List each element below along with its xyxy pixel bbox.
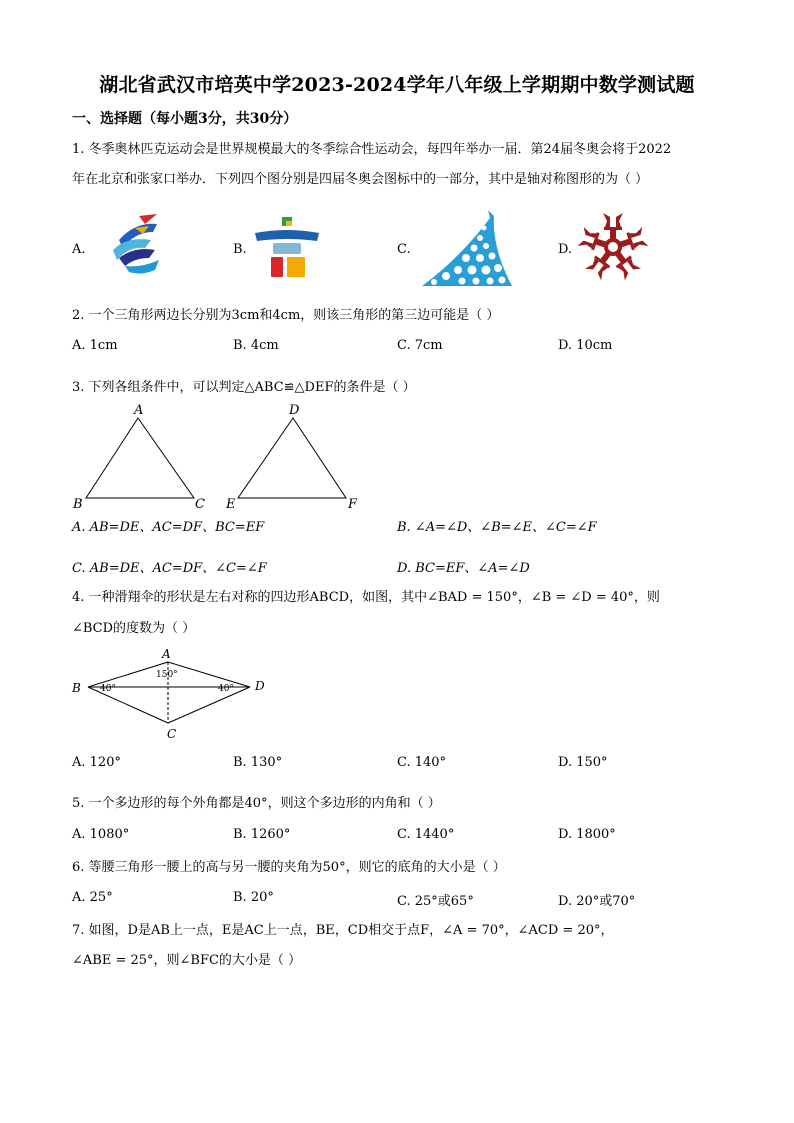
q6-stem: 6. 等腰三角形一腰上的高与另一腰的夹角为50°，则它的底角的大小是（ ） <box>72 860 506 875</box>
q5-option-d[interactable]: D. 1800° <box>558 827 616 842</box>
q5-option-c[interactable]: C. 1440° <box>397 827 455 842</box>
olympic-logo-a-image <box>105 210 165 278</box>
q3-triangles-figure <box>68 400 368 515</box>
q3-stem: 3. 下列各组条件中，可以判定△ABC≌△DEF的条件是（ ） <box>72 380 416 395</box>
q7-stem-line1: 7. 如图，D是AB上一点，E是AC上一点，BE，CD相交于点F，∠A = 70°，∠ACD = 20°， <box>72 923 614 938</box>
olympic-logo-b-image <box>253 215 321 279</box>
q1-option-d[interactable]: D. <box>558 242 573 257</box>
q2-option-b[interactable]: B. 4cm <box>233 338 279 353</box>
q5-stem: 5. 一个多边形的每个外角都是40°，则这个多边形的内角和（ ） <box>72 796 441 811</box>
olympic-logo-d-image <box>577 212 649 282</box>
triangle-def <box>238 418 346 498</box>
q3-option-b[interactable]: B. ∠A=∠D、∠B=∠E、∠C=∠F <box>397 520 597 535</box>
q3-option-c[interactable]: C. AB=DE、AC=DF、∠C=∠F <box>72 561 267 576</box>
kite-label-b: B <box>72 681 81 695</box>
q2-option-d[interactable]: D. 10cm <box>558 338 613 353</box>
q2-option-a[interactable]: A. 1cm <box>72 338 118 353</box>
q1-stem-line2: 年在北京和张家口举办．下列四个图分别是四届冬奥会图标中的一部分，其中是轴对称图形的为（ ） <box>72 172 649 187</box>
kite-angle-a: 150° <box>156 670 178 680</box>
q1-stem-line1: 1. 冬季奥林匹克运动会是世界规模最大的冬季综合性运动会，每四年举办一届．第24届冬奥会将于2022 <box>72 142 672 157</box>
q1-option-a[interactable]: A. <box>72 242 86 257</box>
q1-option-b[interactable]: B. <box>233 242 247 257</box>
kite-angle-b: 40° <box>100 684 116 694</box>
kite-angle-d: 40° <box>218 684 234 694</box>
kite-label-a: A <box>162 647 171 661</box>
q6-option-b[interactable]: B. 20° <box>233 890 274 905</box>
q3-option-a[interactable]: A. AB=DE、AC=DF、BC=EF <box>72 520 265 535</box>
q4-kite-figure <box>68 645 278 745</box>
section-heading: 一、选择题（每小题3分，共30分） <box>72 111 298 127</box>
label-f: F <box>348 497 358 512</box>
q2-stem: 2. 一个三角形两边长分别为3cm和4cm，则该三角形的第三边可能是（ ） <box>72 308 500 323</box>
q7-stem-line2: ∠ABE = 25°，则∠BFC的大小是（ ） <box>72 953 302 968</box>
document-title: 湖北省武汉市培英中学2023-2024学年八年级上学期期中数学测试题 <box>99 74 695 96</box>
triangle-abc <box>86 418 194 498</box>
label-d: D <box>289 403 300 418</box>
label-a: A <box>134 403 144 418</box>
q4-stem-line1: 4. 一种滑翔伞的形状是左右对称的四边形ABCD，如图，其中∠BAD = 150°，∠B = ∠D = 40°，则 <box>72 590 660 605</box>
label-e: E <box>226 497 236 512</box>
kite-label-c: C <box>167 727 177 741</box>
q5-option-b[interactable]: B. 1260° <box>233 827 291 842</box>
q6-option-a[interactable]: A. 25° <box>72 890 113 905</box>
q4-option-c[interactable]: C. 140° <box>397 755 447 770</box>
label-b: B <box>73 497 83 512</box>
q3-option-d[interactable]: D. BC=EF、∠A=∠D <box>397 561 530 576</box>
q6-option-d[interactable]: D. 20°或70° <box>558 894 636 909</box>
kite-label-d: D <box>255 679 265 693</box>
q6-option-c[interactable]: C. 25°或65° <box>397 894 474 909</box>
q4-option-a[interactable]: A. 120° <box>72 755 121 770</box>
olympic-logo-c-image <box>420 208 515 290</box>
label-c: C <box>195 497 205 512</box>
q1-option-c[interactable]: C. <box>397 242 411 257</box>
q2-option-c[interactable]: C. 7cm <box>397 338 443 353</box>
q5-option-a[interactable]: A. 1080° <box>72 827 130 842</box>
q4-stem-line2: ∠BCD的度数为（ ） <box>72 621 196 636</box>
kite-side-dc <box>168 687 250 723</box>
q4-option-b[interactable]: B. 130° <box>233 755 283 770</box>
q4-option-d[interactable]: D. 150° <box>558 755 608 770</box>
